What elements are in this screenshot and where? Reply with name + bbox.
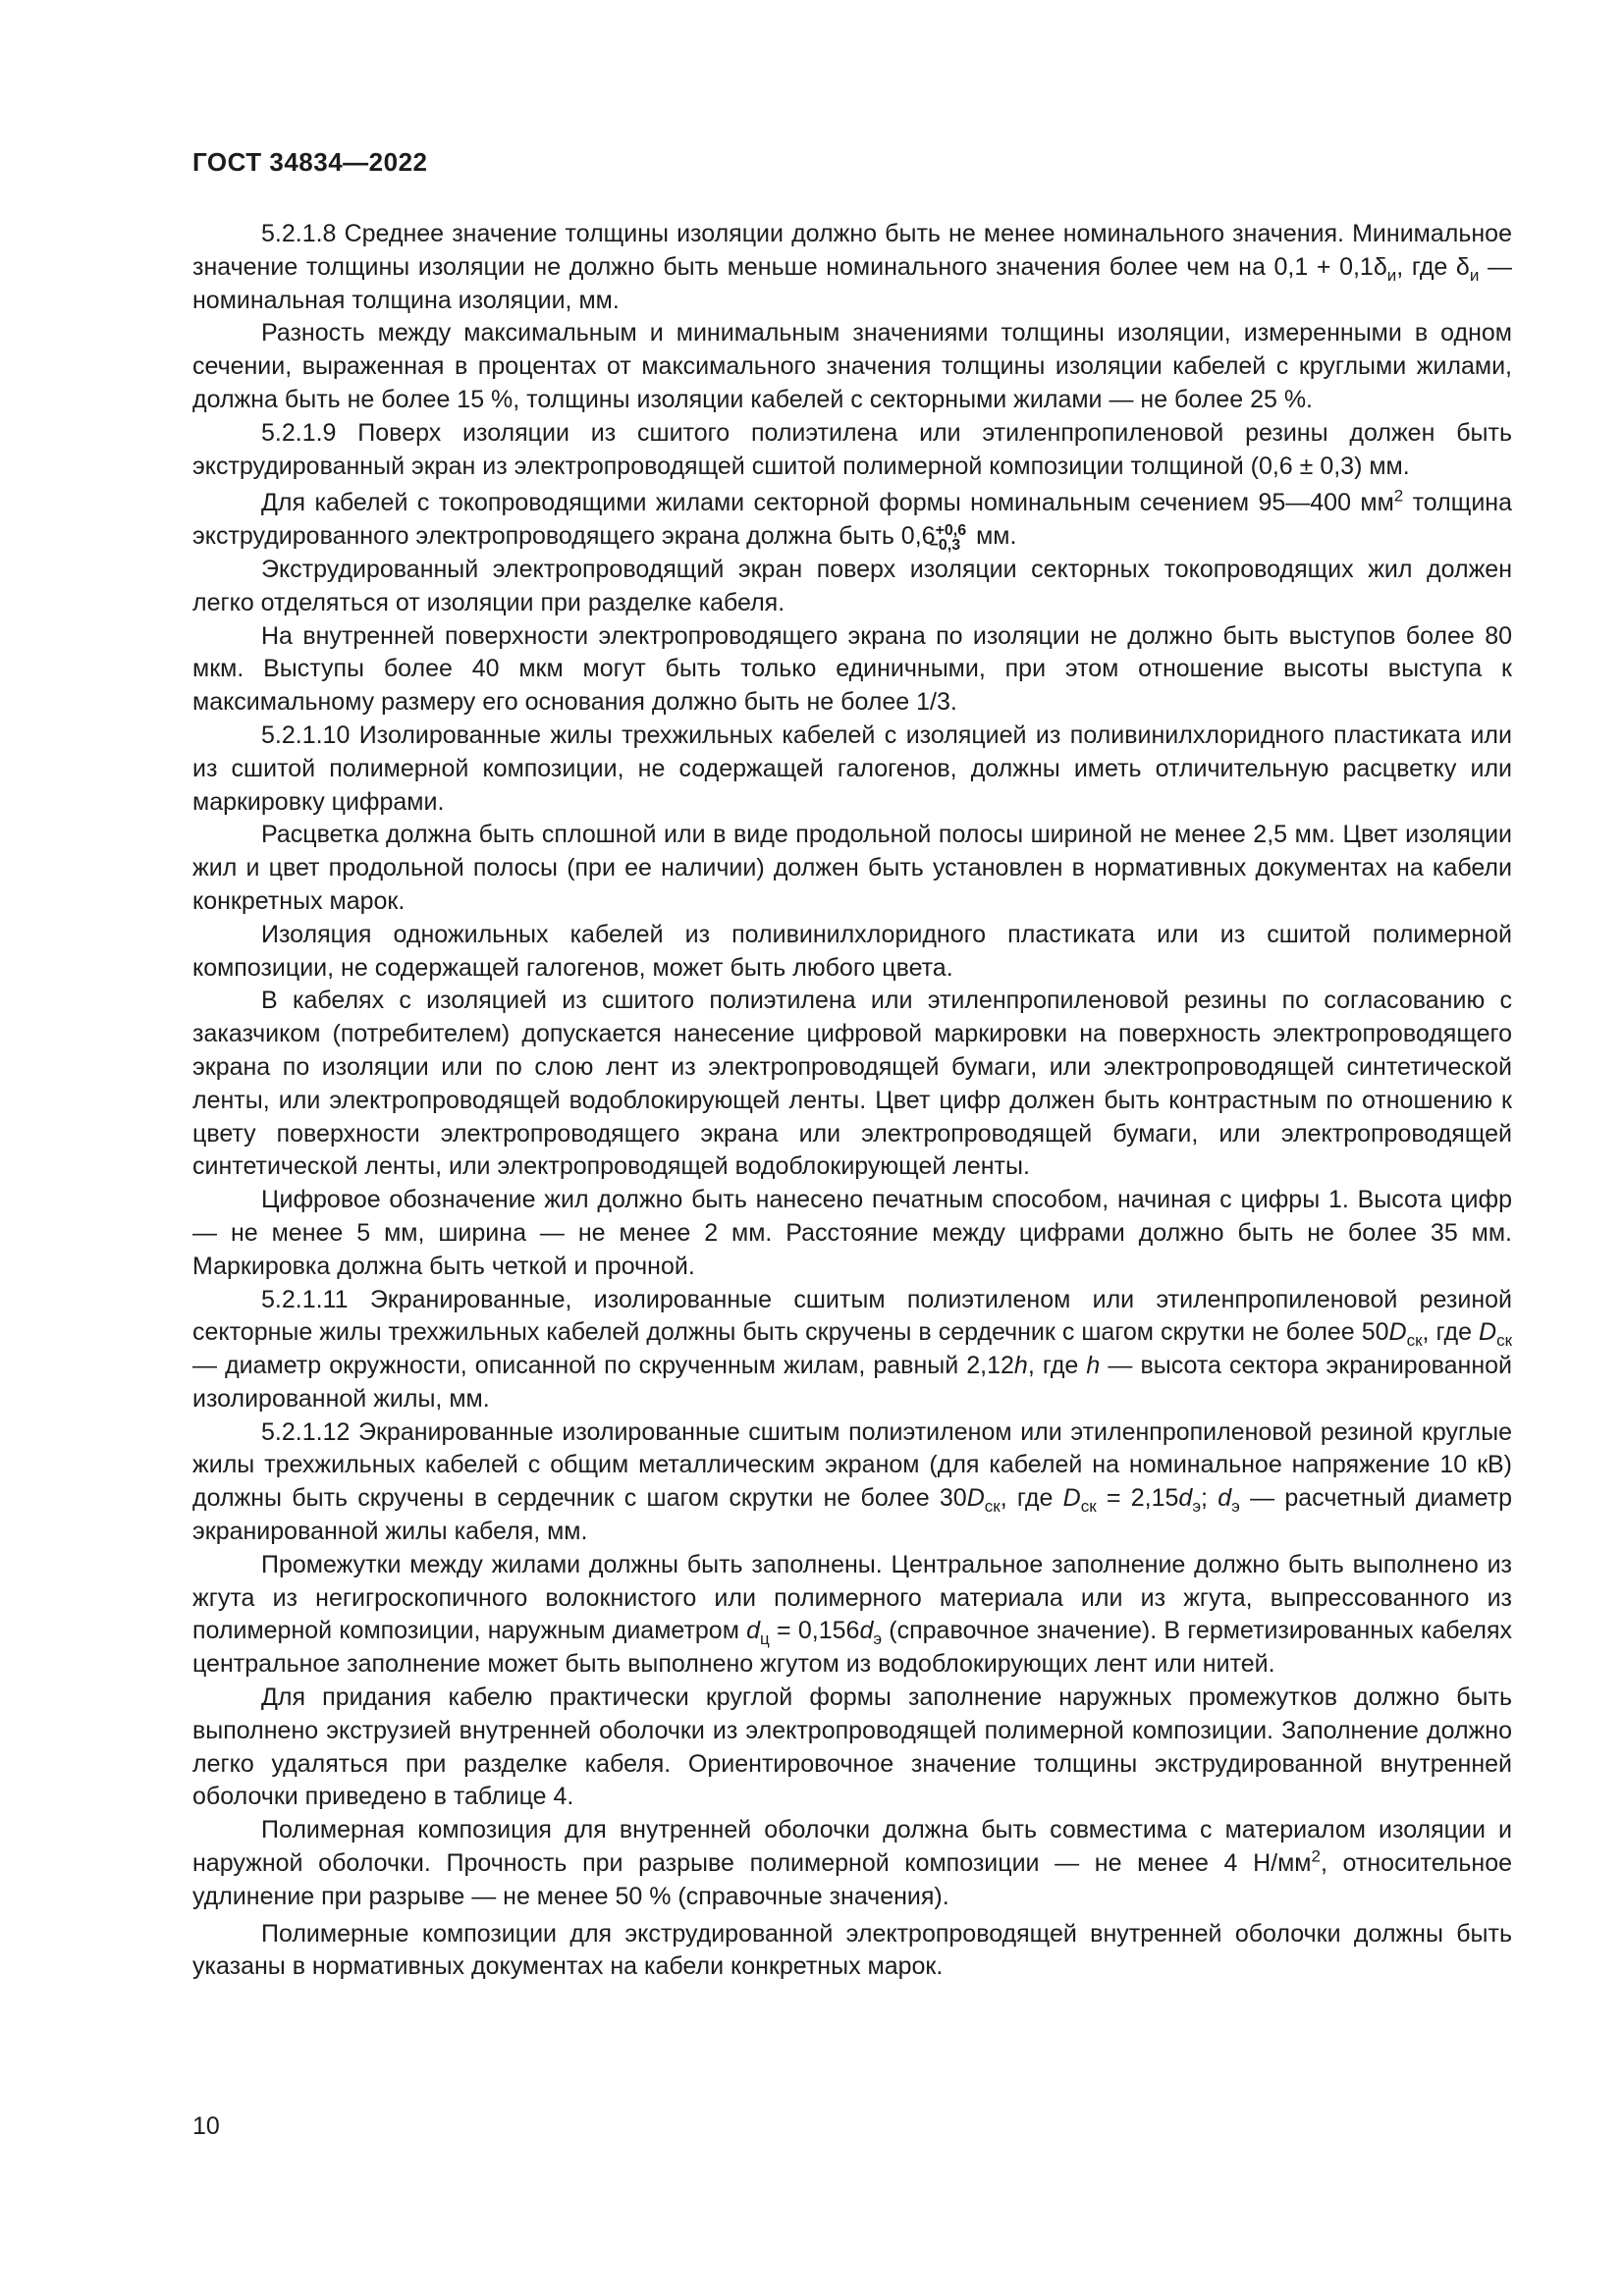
tolerance-lower: −0,3 xyxy=(929,536,961,554)
paragraph-strength: Полимерная композиция для внутренней оболочки должна быть совместима с материалом изоляции и наружной оболочки. Прочность при разрыве полимерной композиции — не менее 4 $Н/мм^2$, относительное удлинение при разрыве — не менее 50 % (справочные значения). xyxy=(192,1816,1513,1910)
tolerance xyxy=(929,521,967,554)
paragraph-sector-screen: Для кабелей с токопроводящими жилами секторной формы номинальным сечением 95—400 $мм^2$ толщина экструдированного электропроводящего экрана должна быть 0,6 +0,6 −0,3 мм. xyxy=(192,487,1512,554)
paragraph-5-2-1-11: 5.2.1.11 Экранированные, изолированные сшитым полиэтиленом или этиленпропиленовой резиной секторные жилы трехжильных кабелей должны быть скручены в сердечник с шагом скрутки не более $50D_{ск}$, где $D_{ск}$ — диаметр окружности, описанной по скрученным жилам, равный 2,12h, где h — высота сектора экранированной изолированной жилы, мм. xyxy=(192,1285,1513,1413)
paragraph: Для придания кабелю практически круглой формы заполнение наружных промежутков должно быть выполнено экструзией внутренней оболочки из электропроводящей полимерной композиции. Заполнение должно легко удаляться при разделке кабеля. Ориентировочное значение толщины экструдированной внутренней оболочки приведено в таблице 4. xyxy=(192,1683,1512,1811)
paragraph-5-2-1-10: 5.2.1.10 Изолированные жилы трехжильных кабелей с изоляцией из поливинилхлоридного пластиката или из сшитой полимерной композиции, не содержащей галогенов, должны иметь отличительную расцветку или маркировку цифрами. xyxy=(192,721,1512,816)
document-code-header: ГОСТ 34834—2022 xyxy=(192,147,428,177)
paragraph: На внутренней поверхности электропроводящего экрана по изоляции не должно быть выступов более 80 мкм. Выступы более 40 мкм могут быть только единичными, при этом отношение высоты выступа к максимальному размеру его основания должно быть не более 1/3. xyxy=(192,621,1512,717)
tolerance-upper: +0,6 xyxy=(935,521,967,539)
paragraph-5-2-1-12: 5.2.1.12 Экранированные изолированные сшитым полиэтиленом или этиленпропиленовой резиной круглые жилы трехжильных кабелей с общим металлическим экраном (для кабелей на номинальное напряжение 10 кВ) должны быть скручены в сердечник с шагом скрутки не более $30D_{ск}$, где $D_{ск} = 2,15d_э$; $d_э$ — расчетный диаметр экранированной жилы кабеля, мм. xyxy=(192,1417,1512,1546)
paragraph-5-2-1-9: 5.2.1.9 Поверх изоляции из сшитого полиэтилена или этиленпропиленовой резины должен быть экструдированный экран из электропроводящей сшитой полимерной композиции толщиной (0,6 ± 0,3) мм. xyxy=(192,418,1512,480)
paragraph: Изоляция одножильных кабелей из поливинилхлоридного пластиката или из сшитой полимерной композиции, не содержащей галогенов, может быть любого цвета. xyxy=(192,920,1512,982)
paragraph: Цифровое обозначение жил должно быть нанесено печатным способом, начиная с цифры 1. Высота цифр — не менее 5 мм, ширина — не менее 2 мм. Расстояние между цифрами должно быть не более 35 мм. Маркировка должна быть четкой и прочной. xyxy=(192,1186,1512,1280)
paragraph-5-2-1-8: 5.2.1.8 Среднее значение толщины изоляции должно быть не менее номинального значения. Минимальное значение толщины изоляции не должно быть меньше номинального значения более чем на $0,1 + 0,1\delta_и$, где $\delta_и$ — номинальная толщина изоляции, мм. xyxy=(192,220,1512,314)
page-number: 10 xyxy=(192,2112,220,2140)
paragraph-filling: Промежутки между жилами должны быть заполнены. Центральное заполнение должно быть выполнено из жгута из негигроскопичного волокнистого или полимерного материала или из жгута, выпрессованного из полимерной композиции, наружным диаметром $d_ц = 0,156d_э$ (справочное значение). В герметизированных кабелях центральное заполнение может быть выполнено жгутом из водоблокирующих лент или нитей. xyxy=(192,1550,1512,1679)
paragraph: В кабелях с изоляцией из сшитого полиэтилена или этиленпропиленовой резины по согласованию с заказчиком (потребителем) допускается нанесение цифровой маркировки на поверхность электропроводящего экрана по изоляции или по слою лент из электропроводящей бумаги, или электропроводящей синтетической ленты, или электропроводящей водоблокирующей ленты. Цвет цифр должен быть контрастным по отношению к цвету поверхности электропроводящего экрана или электропроводящей бумаги, или электропроводящей синтетической ленты, или электропроводящей водоблокирующей ленты. xyxy=(192,987,1512,1181)
paragraph: Полимерные композиции для экструдированной электропроводящей внутренней оболочки должны быть указаны в нормативных документах на кабели конкретных марок. xyxy=(192,1919,1512,1981)
paragraph: Расцветка должна быть сплошной или в виде продольной полосы шириной не менее 2,5 мм. Цвет изоляции жил и цвет продольной полосы (при ее наличии) должен быть установлен в нормативных документах на кабели конкретных марок. xyxy=(192,821,1512,915)
paragraph: Экструдированный электропроводящий экран поверх изоляции секторных токопроводящих жил должен легко отделяться от изоляции при разделке кабеля. xyxy=(192,555,1512,616)
main-text xyxy=(192,218,1512,1984)
paragraph: Разность между максимальным и минимальным значениями толщины изоляции, измеренными в одном сечении, выраженная в процентах от максимального значения толщины изоляции кабелей с круглыми жилами, должна быть не более 15 %, толщины изоляции кабелей с секторными жилами — не более 25 %. xyxy=(192,319,1512,413)
